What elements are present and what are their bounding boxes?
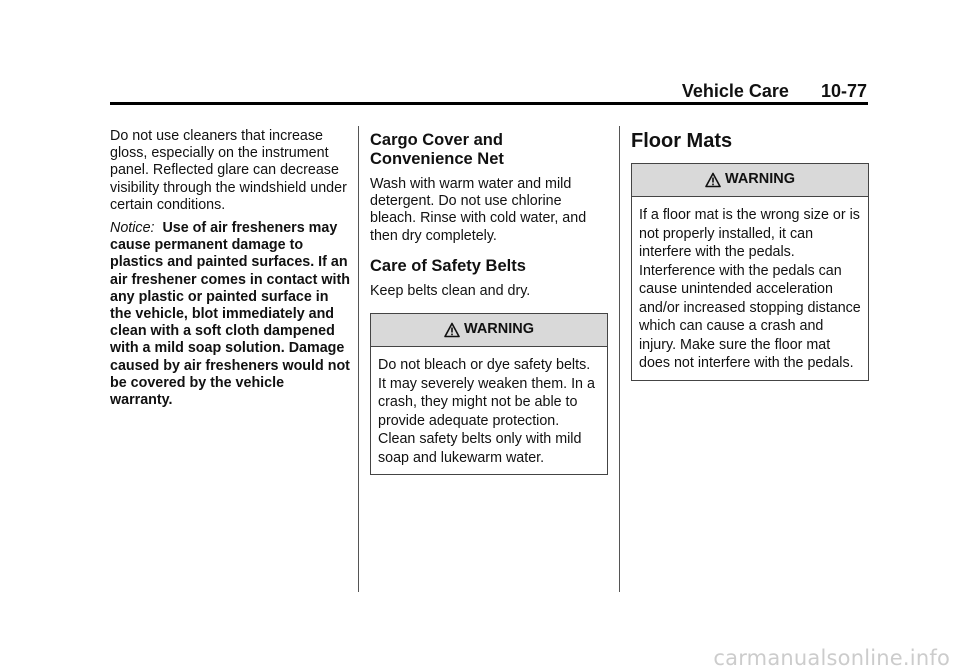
column-divider-1 bbox=[358, 126, 359, 592]
warning-label: WARNING bbox=[463, 321, 535, 338]
safety-belts-warning bbox=[370, 313, 608, 475]
page-number: 10-77 bbox=[820, 81, 867, 101]
safety-belts-heading: Care of Safety Belts bbox=[370, 256, 526, 275]
notice-text: Use of air fresheners may cause permanent damage to plastics and painted surfaces. If an air freshener comes in contact with any plastic or painted surface in the vehicle, blot immediately and clean with a soft cloth dampened with a mild soap solution. Damage caused by air fresheners would not be covered by the vehicle warranty. bbox=[110, 220, 350, 409]
notice-paragraph bbox=[110, 220, 350, 409]
warning-triangle-icon bbox=[705, 172, 721, 188]
warning-text: Do not bleach or dye safety belts. It may severely weaken them. In a crash, they might not be able to provide adequate protection. Clean safety belts only with mild soap and lukewarm water. bbox=[378, 357, 595, 466]
warning-label: WARNING bbox=[724, 171, 796, 188]
warning-header bbox=[632, 164, 868, 197]
cleaners-paragraph: Do not use cleaners that increase gloss, especially on the instrument panel. Reflected glare can decrease visibility through the windshield under certain conditions. bbox=[110, 128, 347, 213]
floor-mats-warning bbox=[631, 163, 869, 381]
warning-text: If a floor mat is the wrong size or is not properly installed, it can interfere with the pedals. Interference with the pedals can cause unintended acceleration and/or increased stopping distance which can cause a crash and injury. Make sure the floor mat does not interfere with the pedals. bbox=[639, 207, 861, 371]
floor-mats-heading: Floor Mats bbox=[631, 130, 733, 152]
header-rule bbox=[110, 102, 868, 105]
column-divider-2 bbox=[619, 126, 620, 592]
safety-belts-paragraph: Keep belts clean and dry. bbox=[370, 282, 531, 299]
cargo-cover-paragraph: Wash with warm water and mild detergent. Do not use chlorine bleach. Rinse with cold water, and then dry completely. bbox=[370, 176, 587, 244]
column-3 bbox=[631, 129, 869, 381]
cargo-cover-heading: Cargo Cover and Convenience Net bbox=[370, 131, 504, 168]
column-2 bbox=[370, 131, 608, 475]
section-title: Vehicle Care bbox=[681, 81, 789, 101]
watermark: carmanualsonline.info bbox=[713, 646, 950, 670]
column-1 bbox=[110, 128, 350, 415]
warning-triangle-icon bbox=[444, 322, 460, 338]
page-header bbox=[682, 81, 867, 102]
notice-label: Notice: bbox=[110, 220, 155, 237]
warning-header bbox=[371, 314, 607, 347]
